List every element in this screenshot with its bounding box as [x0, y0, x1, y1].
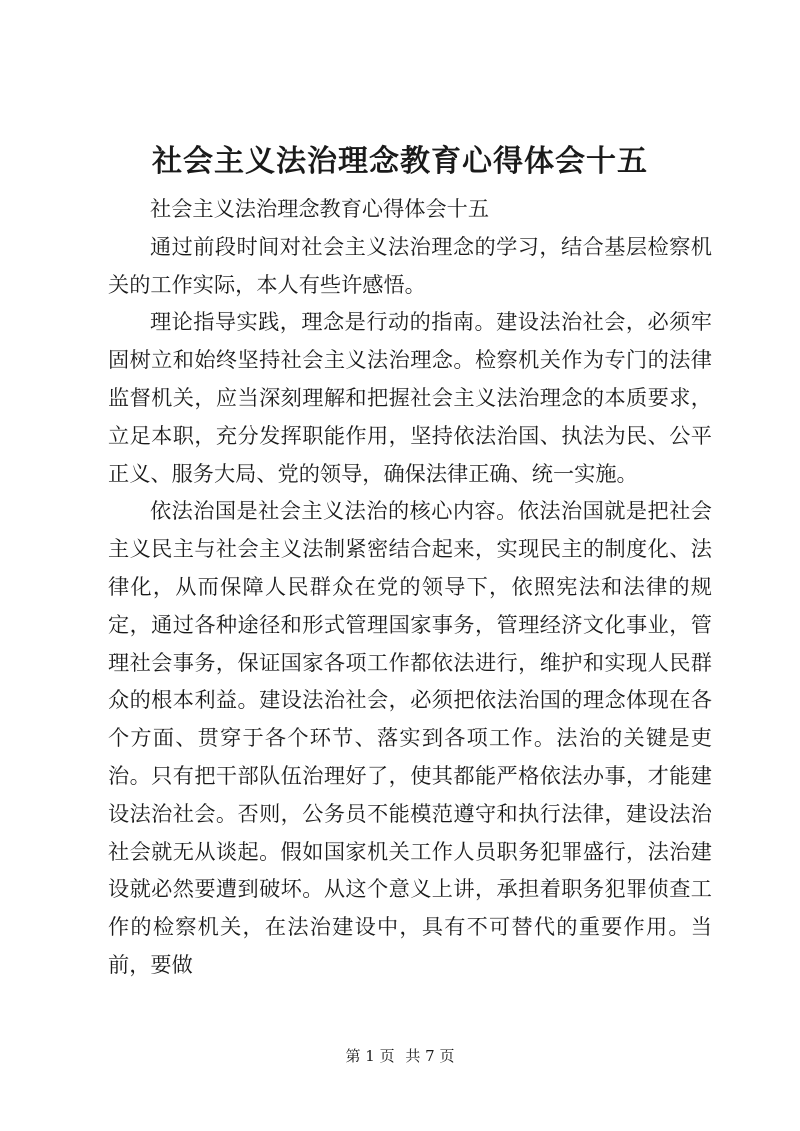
- paragraph-subtitle: 社会主义法治理念教育心得体会十五: [150, 196, 490, 221]
- paragraph-rule-of-law: 依法治国是社会主义法治的核心内容。依法治国就是把社会主义民主与社会主义法制紧密结合起来，实现民主的制度化、法律化，从而保障人民群众在党的领导下，依照宪法和法律的规定，通过各种途径和形式管理国家事务，管理经济文化事业，管理社会事务，保证国家各项工作都依法进行，维护和实现人民群众的根本利益。建设法治社会，必须把依法治国的理念体现在各个方面、贯穿于各个环节、落实到各项工作。法治的关键是吏治。只有把干部队伍治理好了，使其都能严格依法办事，才能建设法治社会。否则，公务员不能模范遵守和执行法律，建设法治社会就无从谈起。假如国家机关工作人员职务犯罪盛行，法治建设就必然要遭到破坏。从这个意义上讲，承担着职务犯罪侦查工作的检察机关，在法治建设中，具有不可替代的重要作用。当前，要做: [108, 498, 712, 977]
- paragraph-intro: 通过前段时间对社会主义法治理念的学习，结合基层检察机关的工作实际，本人有些许感悟。: [108, 233, 712, 297]
- page-total: 共 7 页: [405, 1047, 455, 1065]
- page-number: 第 1 页: [345, 1047, 395, 1065]
- paragraph-theory: 理论指导实践，理念是行动的指南。建设法治社会，必须牢固树立和始终坚持社会主义法治理念。检察机关作为专门的法律监督机关，应当深刻理解和把握社会主义法治理念的本质要求，立足本职，充分发挥职能作用，坚持依法治国、执法为民、公平正义、服务大局、党的领导，确保法律正确、统一实施。: [108, 309, 712, 486]
- document-body: [108, 190, 712, 984]
- document-title: 社会主义法治理念教育心得体会十五: [152, 144, 648, 179]
- page-footer: [0, 1046, 800, 1066]
